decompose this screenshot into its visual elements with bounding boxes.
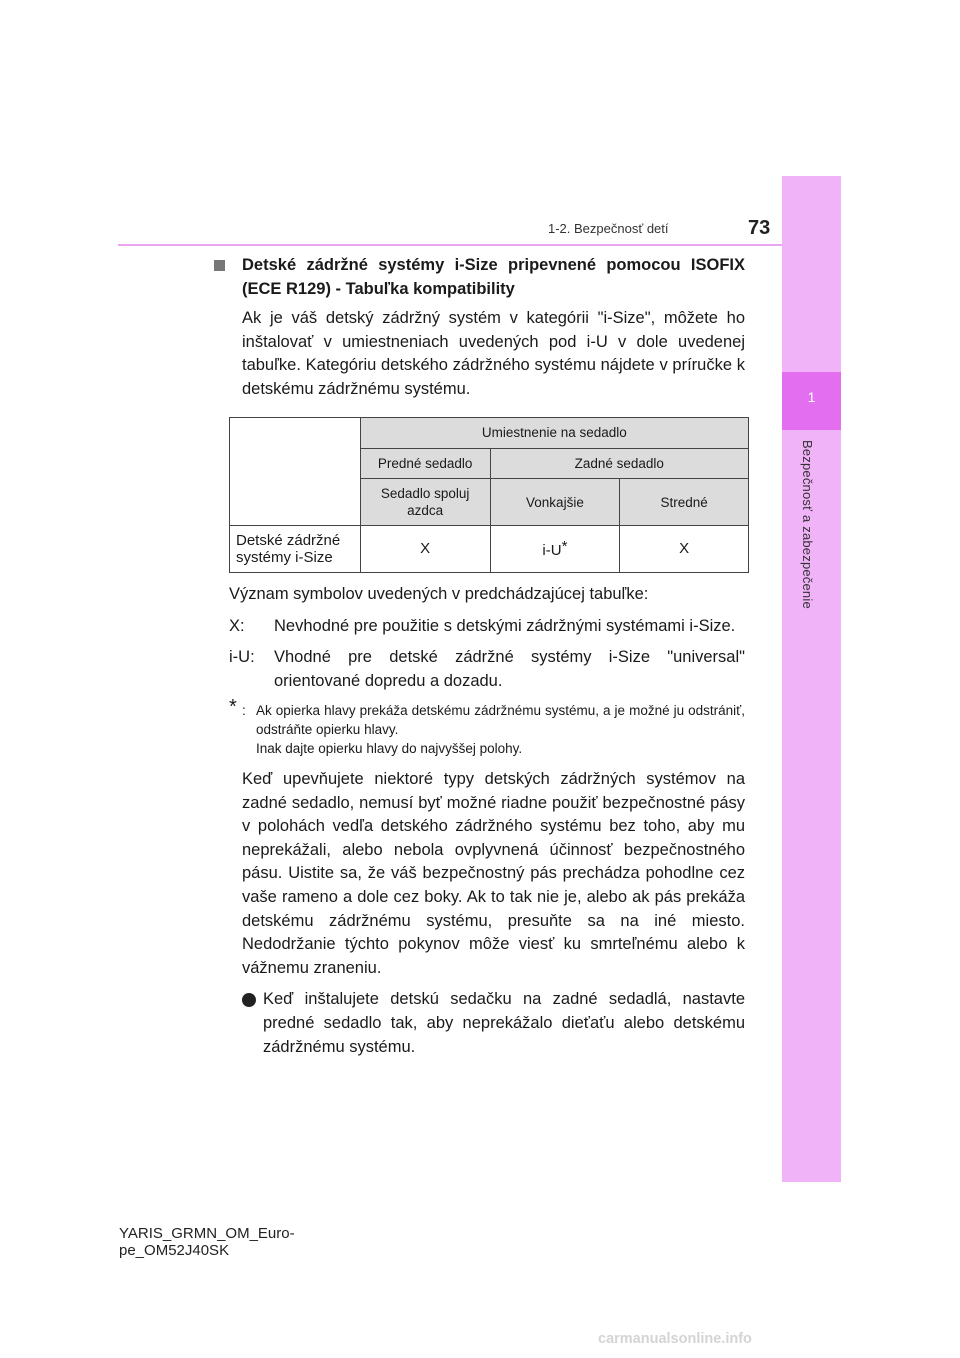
table-header-passenger-seat	[360, 479, 490, 526]
footnote-colon: :	[242, 703, 246, 718]
table-cell-passenger: X	[360, 526, 490, 573]
outer-value: i-U	[542, 542, 562, 560]
footnote-star: *	[229, 696, 237, 718]
chapter-title: Bezpečnosť a zabezpečenie	[800, 440, 815, 609]
watermark: carmanualsonline.info	[598, 1331, 752, 1347]
passenger-seat-label: Sedadlo spolujazdca	[380, 486, 470, 518]
bullet-item	[242, 988, 745, 1059]
bullet-dot-icon	[242, 993, 256, 1007]
table-header-outer: Vonkajšie	[490, 479, 620, 526]
page-content	[213, 254, 745, 1059]
table-corner-cell	[230, 418, 361, 526]
compatibility-table	[229, 417, 749, 573]
section-heading	[213, 254, 745, 301]
table-cell-center: X	[620, 526, 749, 573]
page-number: 73	[748, 217, 771, 239]
symbols-title: Význam symbolov uvedených v predchádzajúcej tabuľke:	[229, 585, 649, 603]
footnote-text-2: Inak dajte opierku hlavy do najvyššej polohy.	[256, 741, 523, 756]
table-cell-outer	[490, 526, 620, 573]
definition-term: X:	[229, 616, 245, 635]
definition-text: Nevhodné pre použitie s detskými zádržnými systémami i-Size.	[274, 616, 736, 635]
chapter-number: 1	[807, 389, 816, 405]
table-header-rear-seat: Zadné sedadlo	[490, 448, 748, 479]
footnote-mark: *	[561, 538, 568, 556]
section-heading-text: Detské zádržné systémy i-Size pripevnené pomocou ISOFIX (ECE R129) - Tabuľka kompatibility	[242, 256, 745, 298]
warning-paragraph: Keď upevňujete niektoré typy detských zádržných systémov na zadné sedadlo, nemusí byť možné riadne použiť bezpečnostné pásy v polohách vedľa detského zádržného systému bez toho, aby mu neprekážali, alebo nebola ovplyvnená účinnosť bezpečnostného pásu. Uistite sa, že váš bezpečnostný pás prechádza pohodlne cez vaše rameno a dole cez boky. Ak to tak nie je, alebo ak pás prekáža detskému zádržnému systému, presuňte sa na iné miesto. Nedodržanie týchto pokynov môže viesť ku smrteľnému alebo k vážnemu zraneniu.	[242, 770, 745, 977]
chapter-side-bar	[782, 176, 841, 1182]
document-code	[119, 1225, 295, 1259]
definition-iu	[229, 646, 745, 693]
definition-text: Vhodné pre detské zádržné systémy i-Size "universal" orientované dopredu a dozadu.	[274, 648, 745, 690]
table-header-seat-position: Umiestnenie na sedadlo	[360, 418, 748, 449]
definition-x	[229, 615, 745, 639]
table-header-front-seat: Predné sedadlo	[360, 448, 490, 479]
footnote-text-1: Ak opierka hlavy prekáža detskému zádržnému systému, a je možné ju odstrániť, odstráňte opierku hlavy.	[256, 703, 745, 737]
intro-paragraph: Ak je váš detský zádržný systém v kategórii "i-Size", môžete ho inštalovať v umiestneniach uvedených pod i-U v dole uvedenej tabuľke. Kategóriu detského zádržného systému nájdete v príručke k detskému zádržnému systému.	[242, 309, 745, 398]
header-divider	[118, 244, 782, 246]
table-row-label: Detské zádržné systémy i-Size	[230, 526, 361, 573]
document-code-line2: pe_OM52J40SK	[119, 1242, 230, 1259]
section-title: 1-2. Bezpečnosť detí	[548, 221, 669, 236]
table-header-center: Stredné	[620, 479, 749, 526]
document-code-line1: YARIS_GRMN_OM_Euro-	[119, 1225, 295, 1242]
footnote	[229, 696, 745, 758]
bullet-text: Keď inštalujete detskú sedačku na zadné sedadlá, nastavte predné sedadlo tak, aby neprekážalo dieťaťu alebo detskému zádržnému systému.	[263, 990, 745, 1056]
square-bullet-icon	[214, 260, 225, 271]
definition-term: i-U:	[229, 648, 255, 666]
